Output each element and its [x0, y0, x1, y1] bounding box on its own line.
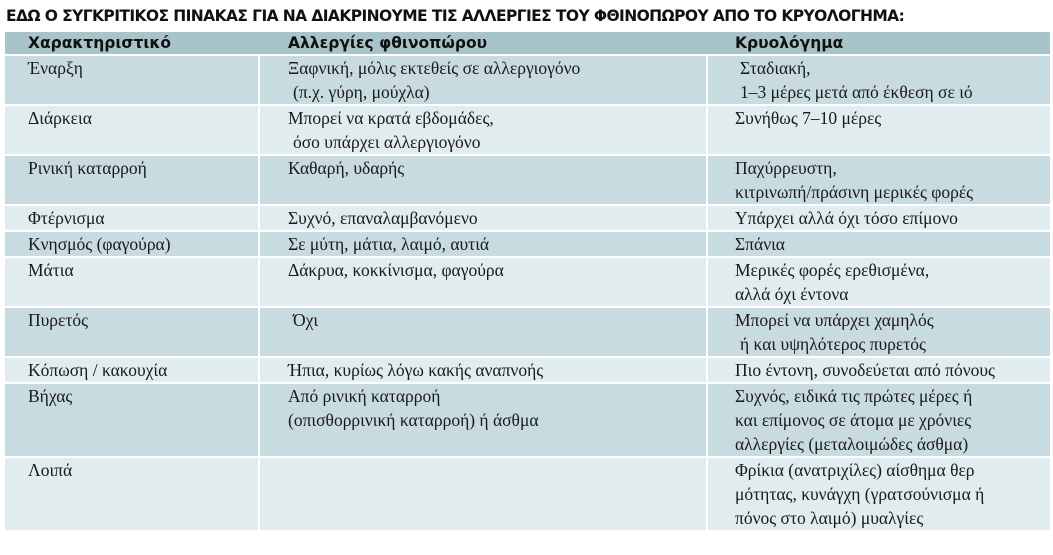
allergy-line: Καθαρή, υδαρής	[288, 158, 405, 178]
cold-cell	[708, 358, 1050, 384]
feature-cell	[5, 458, 260, 532]
header-feature-label: Χαρακτηριστικό	[28, 34, 172, 52]
cold-cell	[708, 384, 1050, 458]
cold-line: αλλά όχι έντονα	[735, 284, 849, 304]
allergy-cell	[260, 156, 708, 206]
feature-cell	[5, 156, 260, 206]
feature-label: Έναρξη	[28, 58, 83, 78]
feature-label: Ρινική καταρροή	[28, 158, 147, 178]
allergy-line: Συχνό, επαναλαμβανόμενο	[288, 208, 478, 228]
table-row	[5, 258, 1050, 308]
allergy-line: όσο υπάρχει αλλεργιογόνο	[293, 132, 481, 152]
allergy-cell	[260, 258, 708, 308]
allergy-line: Μπορεί να κρατά εβδομάδες,	[288, 108, 494, 128]
allergy-line: Ήπια, κυρίως λόγω κακής αναπνοής	[288, 360, 544, 380]
allergy-cell	[260, 106, 708, 156]
allergy-line: Σε μύτη, μάτια, λαιμό, αυτιά	[288, 234, 490, 254]
table-row	[5, 206, 1050, 232]
cold-line: ή και υψηλότερος πυρετός	[740, 334, 926, 354]
cold-line: Συνήθως 7–10 μέρες	[735, 108, 882, 128]
cold-cell	[708, 156, 1050, 206]
cold-cell	[708, 206, 1050, 232]
cold-cell	[708, 56, 1050, 106]
allergy-line: Όχι	[293, 310, 319, 330]
feature-label: Βήχας	[28, 386, 73, 406]
feature-label: Πυρετός	[28, 310, 89, 330]
cold-line: Πιο έντονη, συνοδεύεται από πόνους	[735, 360, 995, 380]
header-allergy-label: Αλλεργίες φθινοπώρου	[288, 34, 488, 52]
allergy-cell	[260, 358, 708, 384]
cold-line: 1–3 μέρες μετά από έκθεση σε ιό	[740, 82, 973, 102]
comparison-table	[5, 32, 1050, 532]
cold-line: Παχύρρευστη,	[735, 158, 837, 178]
cold-line: Φρίκια (ανατριχίλες) αίσθημα θερ	[735, 460, 975, 480]
feature-cell	[5, 308, 260, 358]
page-title: ΕΔΩ Ο ΣΥΓΚΡΙΤΙΚΟΣ ΠΙΝΑΚΑΣ ΓΙΑ ΝΑ ΔΙΑΚΡΙΝΟΥΜΕ ΤΙΣ ΑΛΛΕΡΓΙΕΣ ΤΟΥ ΦΘΙΝΟΠΩΡΟΥ ΑΠΟ ΤΟ ΚΡΥΟΛΟΓΗΜΑ:	[6, 7, 905, 25]
table-row	[5, 106, 1050, 156]
cold-line: πόνος στο λαιμό) μυαλγίες	[735, 508, 924, 528]
cold-line: Σταδιακή,	[740, 58, 811, 78]
allergy-cell	[260, 232, 708, 258]
allergy-cell	[260, 384, 708, 458]
cold-cell	[708, 308, 1050, 358]
allergy-cell	[260, 458, 708, 532]
allergy-line: Από ρινική καταρροή	[288, 386, 441, 406]
feature-cell	[5, 206, 260, 232]
header-allergy	[260, 32, 708, 56]
feature-cell	[5, 358, 260, 384]
feature-cell	[5, 106, 260, 156]
feature-label: Λοιπά	[28, 460, 73, 480]
table-row	[5, 384, 1050, 458]
allergy-line: (π.χ. γύρη, μούχλα)	[293, 82, 430, 102]
feature-cell	[5, 232, 260, 258]
table-header-row	[5, 32, 1050, 56]
header-feature	[5, 32, 260, 56]
cold-line: και επίμονος σε άτομα με χρόνιες	[735, 410, 972, 430]
cold-line: Μπορεί να υπάρχει χαμηλός	[735, 310, 934, 330]
cold-line: Σπάνια	[735, 234, 785, 254]
feature-cell	[5, 258, 260, 308]
cold-cell	[708, 258, 1050, 308]
table-row	[5, 56, 1050, 106]
cold-line: κιτρινωπή/πράσινη μερικές φορές	[735, 182, 974, 202]
table-row	[5, 358, 1050, 384]
cold-line: αλλεργίες (μεταλοιμώδες άσθμα)	[735, 434, 969, 454]
allergy-line: Ξαφνική, μόλις εκτεθείς σε αλλεργιογόνο	[288, 58, 581, 78]
cold-cell	[708, 232, 1050, 258]
cold-line: Υπάρχει αλλά όχι τόσο επίμονο	[735, 208, 958, 228]
header-cold	[708, 32, 1050, 56]
cold-cell	[708, 458, 1050, 532]
allergy-line: (οπισθορρινική καταρροή) ή άσθμα	[288, 410, 539, 430]
feature-cell	[5, 384, 260, 458]
header-cold-label: Κρυολόγημα	[735, 34, 844, 52]
allergy-cell	[260, 308, 708, 358]
table-row	[5, 232, 1050, 258]
allergy-cell	[260, 56, 708, 106]
cold-line: Μερικές φορές ερεθισμένα,	[735, 260, 930, 280]
cold-cell	[708, 106, 1050, 156]
feature-label: Κόπωση / κακουχία	[28, 360, 168, 380]
cold-line: μότητας, κυνάγχη (γρατσούνισμα ή	[735, 484, 985, 504]
table-row	[5, 156, 1050, 206]
feature-label: Φτέρνισμα	[28, 208, 105, 228]
feature-cell	[5, 56, 260, 106]
allergy-line: Δάκρυα, κοκκίνισμα, φαγούρα	[288, 260, 504, 280]
feature-label: Μάτια	[28, 260, 74, 280]
table-row	[5, 308, 1050, 358]
feature-label: Κνησμός (φαγούρα)	[28, 234, 171, 254]
table-row	[5, 458, 1050, 532]
cold-line: Συχνός, ειδικά τις πρώτες μέρες ή	[735, 386, 973, 406]
allergy-cell	[260, 206, 708, 232]
feature-label: Διάρκεια	[28, 108, 92, 128]
